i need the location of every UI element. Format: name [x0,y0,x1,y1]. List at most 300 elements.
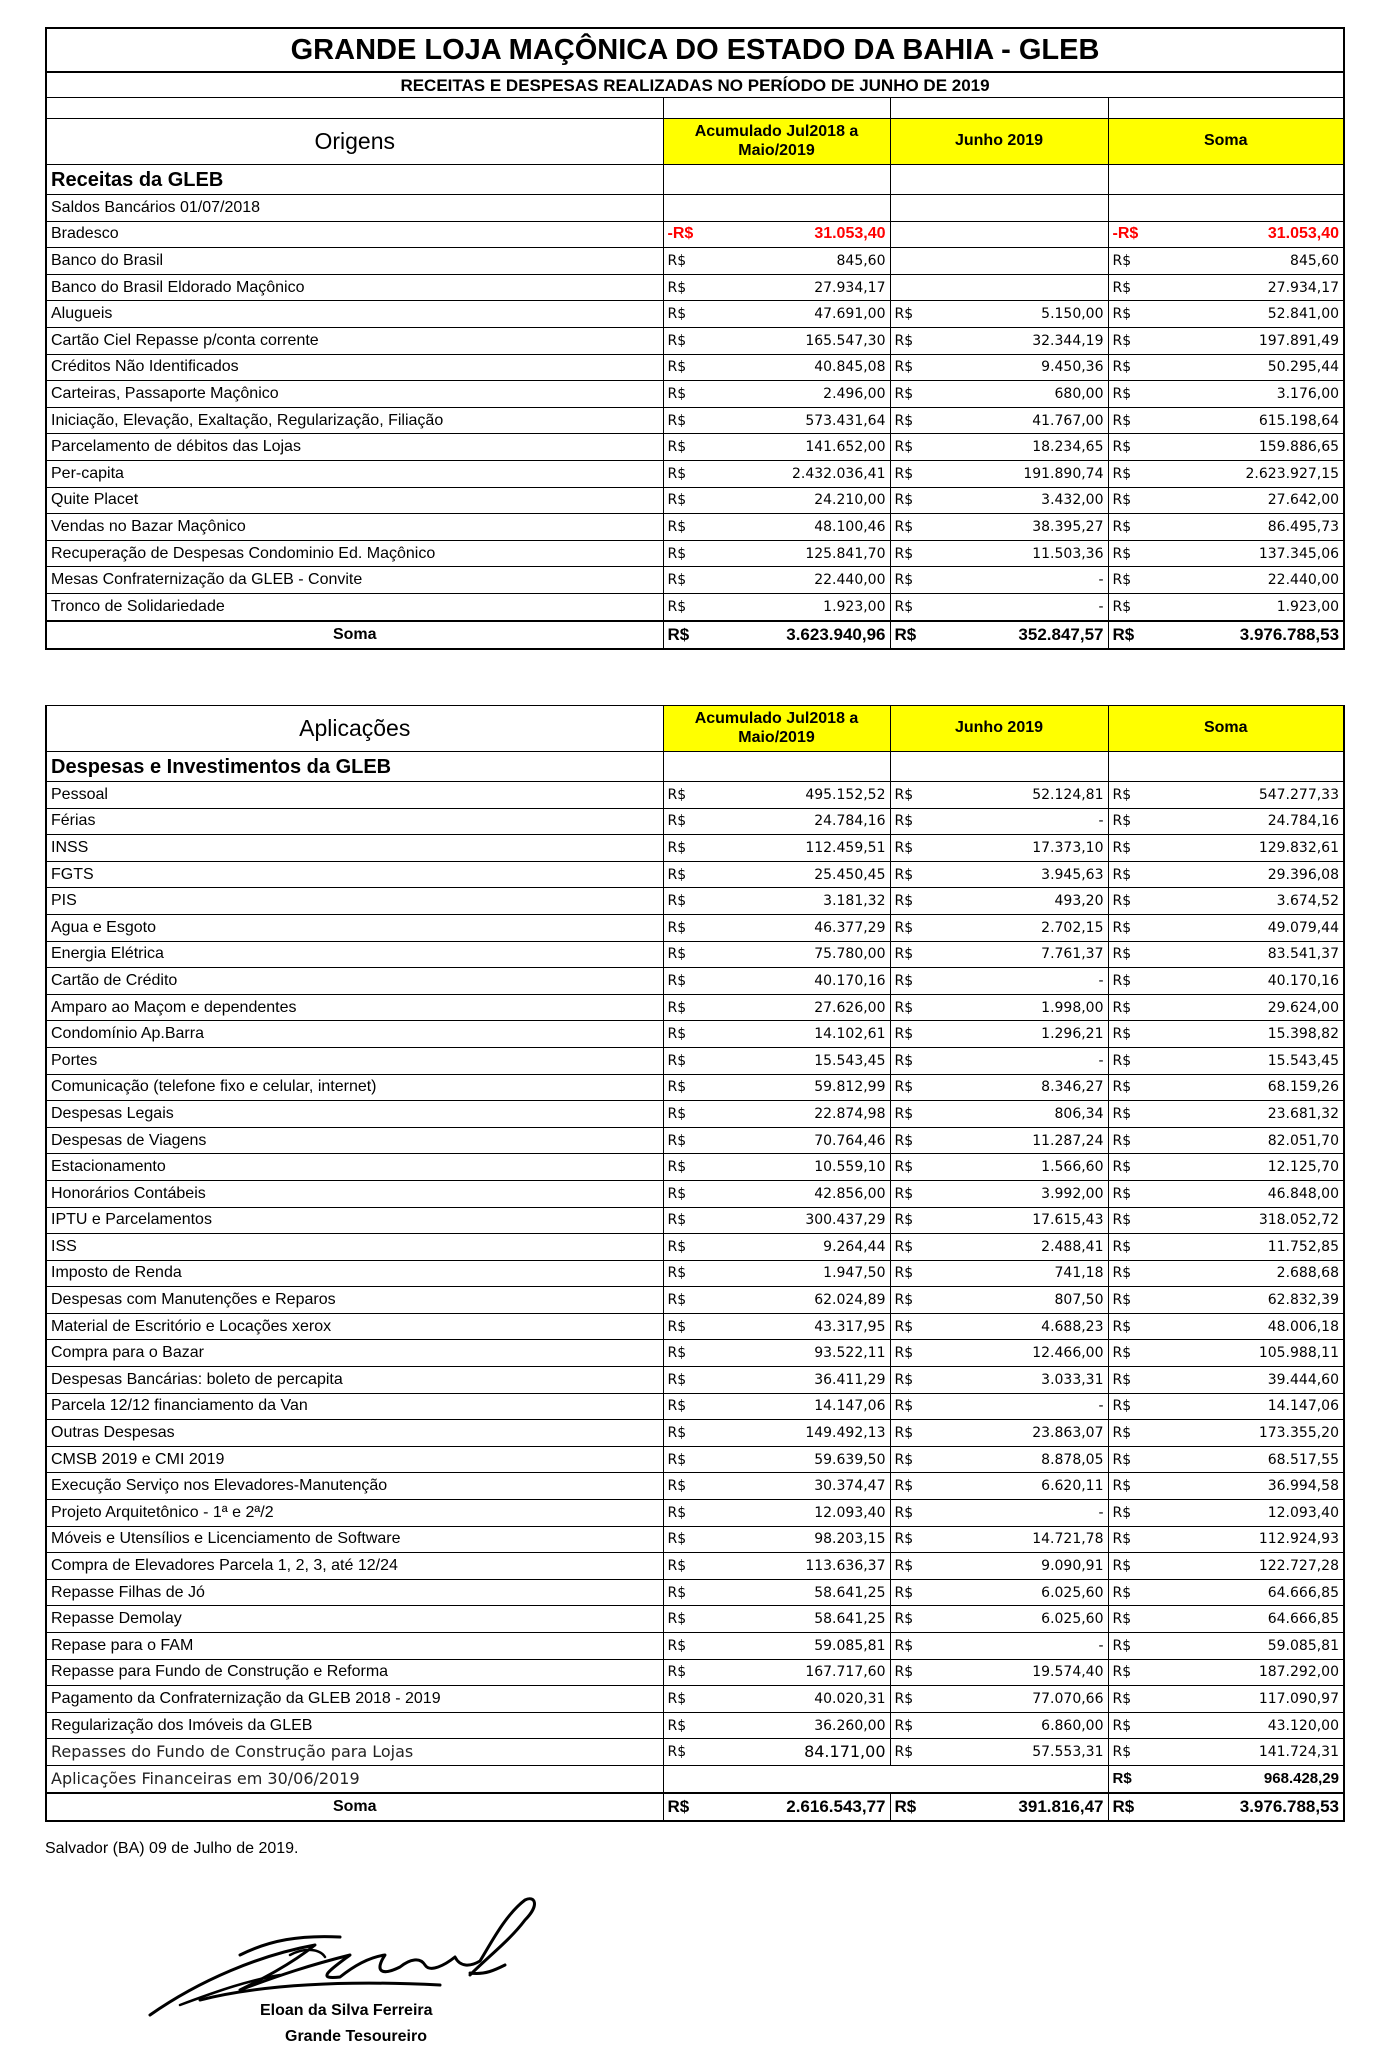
currency-symbol: R$ [667,1478,687,1495]
currency-symbol: R$ [1112,1079,1132,1096]
currency-symbol: R$ [667,1185,687,1202]
amount: 82.051,70 [1267,1132,1339,1149]
currency-symbol: R$ [1112,946,1132,963]
amount: 3.976.788,53 [1239,1797,1339,1817]
value-cell [890,914,1108,941]
value-cell [890,994,1108,1021]
value-cell [663,835,890,862]
row-label: Vendas no Bazar Maçônico [46,514,663,541]
row-label: Créditos Não Identificados [46,354,663,381]
currency-symbol: R$ [1112,492,1132,509]
amount: 32.344,19 [1032,332,1104,349]
value-cell [1108,1367,1344,1394]
value-cell [663,381,890,408]
value-cell [1108,1154,1344,1181]
table-row [46,1500,1344,1527]
value-cell [890,888,1108,915]
amount: 38.395,27 [1032,518,1104,535]
amount: 27.934,17 [814,279,886,296]
currency-symbol: R$ [667,919,687,936]
blank-cell [890,195,1108,222]
row-label: Parcela 12/12 financiamento da Van [46,1393,663,1420]
amount: 11.503,36 [1032,545,1104,562]
value-cell [890,1420,1108,1447]
row-label: Compra para o Bazar [46,1340,663,1367]
amount: - [1098,972,1104,989]
currency-symbol: R$ [1112,972,1132,989]
currency-symbol: R$ [667,1398,687,1415]
value-cell [890,1021,1108,1048]
value-cell [663,1367,890,1394]
table-row [46,274,1344,301]
currency-symbol: R$ [667,625,690,644]
currency-symbol: R$ [894,625,917,644]
currency-symbol: R$ [894,999,914,1016]
currency-symbol: R$ [1112,786,1132,803]
amount: 5.150,00 [1041,306,1104,323]
amount: 62.024,89 [814,1292,886,1309]
amount: 3.033,31 [1041,1371,1104,1388]
row-label: Honorários Contábeis [46,1180,663,1207]
currency-symbol: R$ [667,1345,687,1362]
value-cell [663,1074,890,1101]
amount: 31.053,40 [814,225,886,243]
value-cell [663,1127,890,1154]
value-cell [890,835,1108,862]
value-cell [1108,994,1344,1021]
value-cell [1108,593,1344,620]
row-label: Repasse para Fundo de Construção e Reforma [46,1659,663,1686]
amount: 27.626,00 [814,999,886,1016]
value-cell [663,1712,890,1739]
amount: 2.623.927,15 [1245,465,1340,482]
value-cell [890,1207,1108,1234]
currency-symbol: R$ [894,1238,914,1255]
value-cell [663,941,890,968]
currency-symbol: R$ [894,1212,914,1229]
currency-symbol: R$ [894,1132,914,1149]
currency-symbol: R$ [894,1611,914,1628]
row-label: Móveis e Utensílios e Licenciamento de Software [46,1526,663,1553]
amount: - [1098,572,1104,589]
table-row [46,1420,1344,1447]
currency-symbol: R$ [667,999,687,1016]
currency-symbol: R$ [894,1185,914,1202]
table-row [46,434,1344,461]
amount: 62.832,39 [1267,1292,1339,1309]
value-cell [1108,861,1344,888]
amount: 191.890,74 [1023,465,1104,482]
currency-symbol: R$ [894,1584,914,1601]
currency-symbol: R$ [894,1531,914,1548]
value-cell [663,1793,890,1821]
value-cell [1108,1313,1344,1340]
currency-symbol: R$ [894,1079,914,1096]
currency-symbol: R$ [1112,1159,1132,1176]
currency-symbol: R$ [667,545,687,562]
value-cell [890,1260,1108,1287]
row-label: Pessoal [46,782,663,809]
currency-symbol: R$ [667,1052,687,1069]
value-cell [1108,221,1344,248]
currency-symbol: R$ [1112,465,1132,482]
amount: 6.025,60 [1041,1611,1104,1628]
row-label: Despesas com Manutenções e Reparos [46,1287,663,1314]
currency-symbol: R$ [894,1105,914,1122]
amount: 59.085,81 [814,1637,886,1654]
currency-symbol: R$ [667,1637,687,1654]
value-cell [663,808,890,835]
amount: 39.444,60 [1267,1371,1339,1388]
amount: 573.431,64 [805,412,886,429]
aplicacoes-section-title: Despesas e Investimentos da GLEB [46,752,663,782]
amount: 807,50 [1054,1292,1104,1309]
aplicacoes-table [45,705,1345,1822]
currency-symbol: R$ [1112,1611,1132,1628]
amount: 17.373,10 [1032,839,1104,856]
row-label: Bradesco [46,221,663,248]
row-label: Amparo ao Maçom e dependentes [46,994,663,1021]
currency-symbol: R$ [1112,412,1132,429]
value-cell [1108,1553,1344,1580]
currency-symbol: R$ [667,439,687,456]
value-cell [1108,1047,1344,1074]
value-cell [663,540,890,567]
amount: 24.784,16 [1267,813,1339,830]
currency-symbol: R$ [1112,1504,1132,1521]
amount: 27.934,17 [1267,279,1340,296]
aplicacoes-header: Aplicações [46,706,663,752]
currency-symbol: R$ [894,1318,914,1335]
currency-symbol: R$ [667,1531,687,1548]
amount: 167.717,60 [805,1664,886,1681]
value-cell [663,1021,890,1048]
currency-symbol: R$ [894,412,914,429]
value-cell [663,1393,890,1420]
value-cell [663,1420,890,1447]
value-cell [1108,1260,1344,1287]
blank-cell [890,752,1108,782]
table-row [46,514,1344,541]
value-cell [663,1686,890,1713]
value-cell [1108,381,1344,408]
table-row [46,1526,1344,1553]
value-cell [1108,1420,1344,1447]
value-cell [1108,460,1344,487]
value-cell [890,1047,1108,1074]
value-cell [1108,1473,1344,1500]
amount: 47.691,00 [814,306,886,323]
amount: 1.923,00 [823,598,886,615]
value-cell [1108,407,1344,434]
table-row [46,1473,1344,1500]
currency-symbol: R$ [1112,518,1132,535]
value-cell [1108,434,1344,461]
row-label: IPTU e Parcelamentos [46,1207,663,1234]
table-row [46,460,1344,487]
row-label: Despesas Legais [46,1101,663,1128]
currency-symbol: R$ [894,946,914,963]
currency-symbol: R$ [894,465,914,482]
table-row [46,1393,1344,1420]
currency-symbol: R$ [894,332,914,349]
currency-symbol: R$ [667,1797,690,1817]
value-cell [663,1180,890,1207]
blank-cell [663,98,890,119]
currency-symbol: R$ [667,572,687,589]
value-cell [890,221,1108,248]
amount: 46.848,00 [1267,1185,1339,1202]
value-cell [663,567,890,594]
currency-symbol: R$ [894,306,914,323]
value-cell [663,861,890,888]
amount: 31.053,40 [1267,225,1340,243]
value-cell [1108,888,1344,915]
currency-symbol: R$ [667,332,687,349]
amount: 6.860,00 [1041,1717,1104,1734]
value-cell [663,1207,890,1234]
value-cell [1108,1633,1344,1660]
table-row [46,1074,1344,1101]
currency-symbol: R$ [894,598,914,615]
currency-symbol: R$ [1112,1292,1132,1309]
amount: 40.845,08 [814,359,886,376]
amount: - [1098,598,1104,615]
value-cell [1108,1765,1344,1792]
currency-symbol: R$ [667,813,687,830]
amount: 12.093,40 [814,1504,886,1521]
value-cell [1108,1739,1344,1766]
currency-symbol: R$ [1112,1558,1132,1575]
amount: 15.398,82 [1267,1026,1339,1043]
amount: 29.396,08 [1267,866,1339,883]
row-label: Quite Placet [46,487,663,514]
row-label: Mesas Confraternização da GLEB - Convite [46,567,663,594]
table-row [46,1154,1344,1181]
currency-symbol: R$ [667,385,687,402]
table-row [46,327,1344,354]
row-label: CMSB 2019 e CMI 2019 [46,1446,663,1473]
blank-cell [663,1765,890,1792]
currency-symbol: R$ [894,1690,914,1707]
amount: 845,60 [836,252,886,269]
table-row [46,808,1344,835]
amount: 2.616.543,77 [786,1797,886,1817]
currency-symbol: R$ [1112,545,1132,562]
currency-symbol: R$ [894,1398,914,1415]
table-row [46,1047,1344,1074]
row-label: Alugueis [46,301,663,328]
amount: 46.377,29 [814,919,886,936]
amount: 24.210,00 [814,492,886,509]
amount: 10.559,10 [814,1159,886,1176]
amount: - [1098,1052,1104,1069]
value-cell [890,1793,1108,1821]
amount: 680,00 [1054,385,1104,402]
currency-symbol: R$ [1112,866,1132,883]
value-cell [890,248,1108,275]
table-row [46,1313,1344,1340]
row-label: Material de Escritório e Locações xerox [46,1313,663,1340]
currency-symbol: R$ [894,972,914,989]
amount: 845,60 [1290,252,1340,269]
value-cell [663,487,890,514]
value-cell [663,1633,890,1660]
currency-symbol: R$ [1112,1345,1132,1362]
value-cell [890,1313,1108,1340]
value-cell [890,808,1108,835]
row-label: Iniciação, Elevação, Exaltação, Regularização, Filiação [46,407,663,434]
row-label: Imposto de Renda [46,1260,663,1287]
value-cell [663,460,890,487]
amount: - [1098,813,1104,830]
value-cell [663,1313,890,1340]
currency-symbol: R$ [667,1292,687,1309]
value-cell [890,434,1108,461]
value-cell [890,1393,1108,1420]
amount: 40.020,31 [814,1690,886,1707]
currency-symbol: R$ [667,786,687,803]
currency-symbol: R$ [1112,359,1132,376]
amount: 64.666,85 [1267,1611,1339,1628]
currency-symbol: R$ [894,1052,914,1069]
value-cell [890,1739,1108,1766]
currency-symbol: R$ [1112,1185,1132,1202]
value-cell [1108,1021,1344,1048]
value-cell [663,1473,890,1500]
amount: 11.752,85 [1267,1238,1339,1255]
value-cell [890,381,1108,408]
amount: 36.994,58 [1267,1478,1339,1495]
value-cell [890,1686,1108,1713]
currency-symbol: R$ [1112,1212,1132,1229]
table-row [46,1180,1344,1207]
currency-symbol: R$ [667,465,687,482]
value-cell [663,914,890,941]
value-cell [1108,782,1344,809]
value-cell [663,1047,890,1074]
amount: 9.450,36 [1041,359,1104,376]
value-cell [890,514,1108,541]
table-row [46,1101,1344,1128]
table-row [46,1606,1344,1633]
value-cell [663,1659,890,1686]
amount: 68.517,55 [1267,1451,1339,1468]
amount: 6.620,11 [1041,1478,1104,1495]
receitas-section-title: Receitas da GLEB [46,165,663,195]
currency-symbol: R$ [667,359,687,376]
currency-symbol: R$ [894,1637,914,1654]
amount: 52.124,81 [1032,786,1104,803]
currency-symbol: R$ [667,1238,687,1255]
value-cell [1108,1393,1344,1420]
amount: 50.295,44 [1267,359,1340,376]
table-row [46,1340,1344,1367]
currency-symbol: R$ [667,972,687,989]
currency-symbol: R$ [667,1558,687,1575]
row-label: Banco do Brasil Eldorado Maçônico [46,274,663,301]
currency-symbol: R$ [894,839,914,856]
value-cell [663,434,890,461]
saldos-label: Saldos Bancários 01/07/2018 [46,195,663,222]
value-cell [1108,808,1344,835]
table-row [46,994,1344,1021]
amount: 27.642,00 [1267,492,1340,509]
currency-symbol: R$ [894,919,914,936]
row-label: Repasses do Fundo de Construção para Lojas [46,1739,663,1766]
row-label: Pagamento da Confraternização da GLEB 2018 - 2019 [46,1686,663,1713]
financeiras-row [46,1765,1344,1792]
currency-symbol: R$ [894,1744,914,1761]
amount: 1.566,60 [1041,1159,1104,1176]
value-cell [890,354,1108,381]
amount: 8.346,27 [1041,1079,1104,1096]
table-row [46,835,1344,862]
blank-cell [1108,752,1344,782]
value-cell [890,861,1108,888]
total-label: Soma [46,1793,663,1821]
col-junho-header: Junho 2019 [890,119,1108,165]
amount: 14.102,61 [814,1026,886,1043]
row-label: Execução Serviço nos Elevadores-Manutenção [46,1473,663,1500]
value-cell [890,1473,1108,1500]
value-cell [663,327,890,354]
value-cell [890,593,1108,620]
value-cell [1108,540,1344,567]
amount: 83.541,37 [1267,946,1339,963]
currency-symbol: R$ [894,1797,917,1817]
amount: 84.171,00 [804,1742,886,1762]
value-cell [1108,1207,1344,1234]
currency-symbol: R$ [1112,625,1135,644]
currency-symbol: R$ [667,306,687,323]
table-row [46,1579,1344,1606]
value-cell [663,1553,890,1580]
currency-symbol: R$ [894,786,914,803]
value-cell [1108,1500,1344,1527]
value-cell [1108,1712,1344,1739]
currency-symbol: R$ [894,1664,914,1681]
table-row [46,1659,1344,1686]
currency-symbol: R$ [894,1558,914,1575]
value-cell [663,514,890,541]
value-cell [890,1074,1108,1101]
amount: 14.147,06 [814,1398,886,1415]
value-cell [1108,1340,1344,1367]
currency-symbol: R$ [667,492,687,509]
value-cell [1108,941,1344,968]
value-cell [663,994,890,1021]
value-cell [890,1659,1108,1686]
amount: - [1098,1637,1104,1654]
amount: 24.784,16 [814,813,886,830]
currency-symbol: R$ [667,598,687,615]
value-cell [1108,1446,1344,1473]
value-cell [890,540,1108,567]
amount: 391.816,47 [1018,1797,1104,1817]
receitas-total-row [46,621,1344,649]
value-cell [663,1287,890,1314]
currency-symbol: R$ [1112,1478,1132,1495]
currency-symbol: R$ [667,1717,687,1734]
value-cell [1108,1526,1344,1553]
currency-symbol: R$ [667,1504,687,1521]
value-cell [663,1234,890,1261]
value-cell [890,1234,1108,1261]
value-cell [890,1154,1108,1181]
currency-symbol: R$ [1112,1398,1132,1415]
amount: 197.891,49 [1258,332,1340,349]
